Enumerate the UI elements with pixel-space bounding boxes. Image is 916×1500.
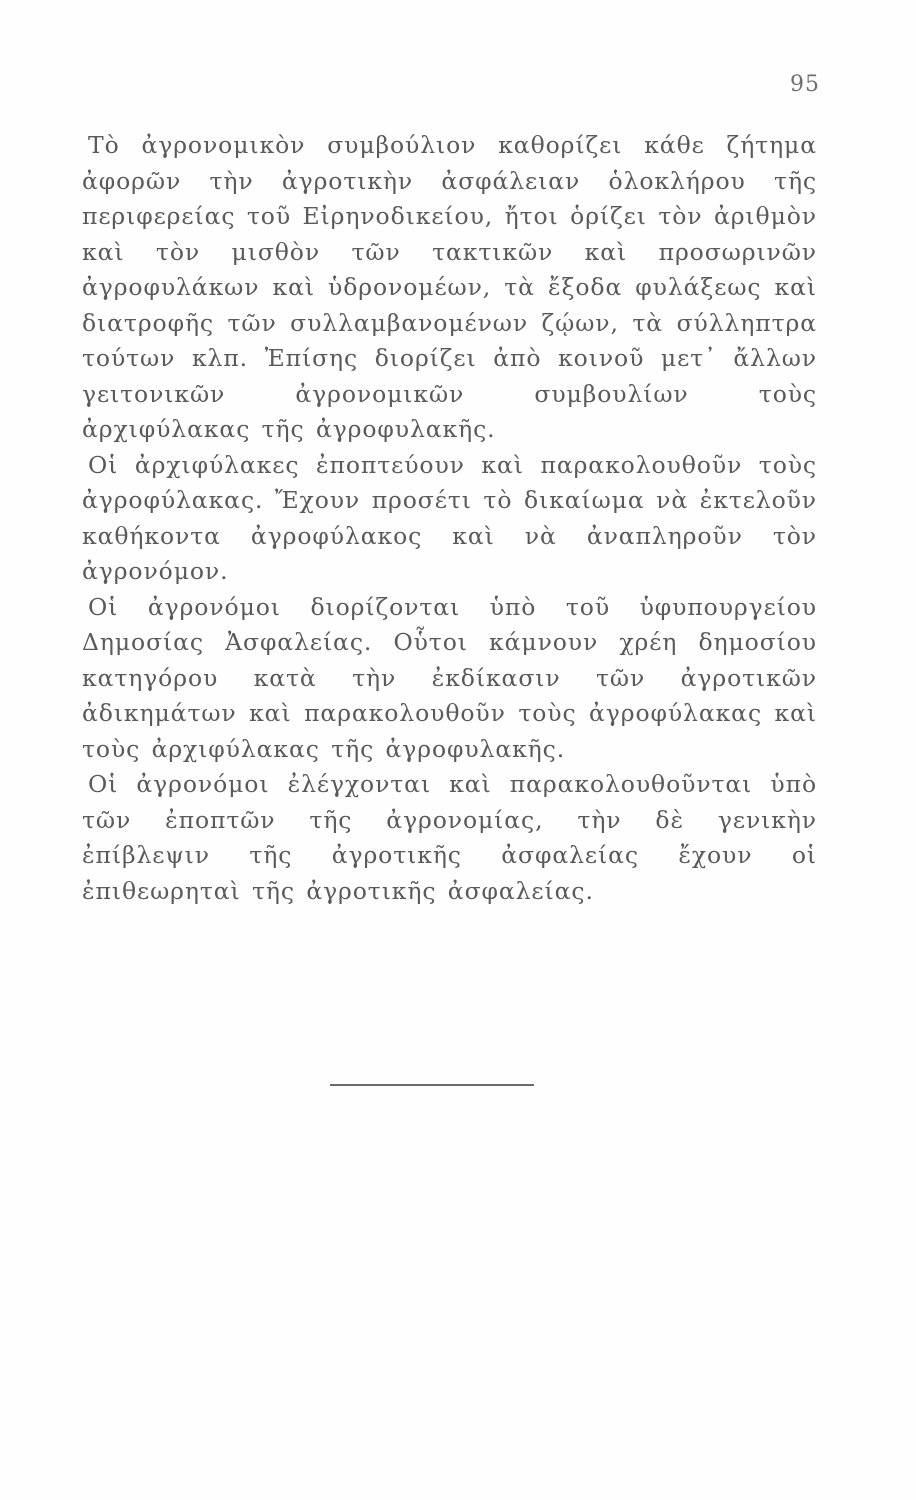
- paragraph-chief-guards: Οἱ ἀρχιφύλακες ἐποπτεύουν καὶ παρακολουθοῦν τοὺς ἀγροφύλακας. Ἔχουν προσέτι τὸ δικαίωμα νὰ ἐκτελοῦν καθήκοντα ἀγροφύλακος καὶ νὰ ἀναπληροῦν τὸν ἀγρονόμον.: [82, 450, 817, 585]
- section-separator-line: [330, 1084, 534, 1086]
- paragraph-agronomists-supervision: Οἱ ἀγρονόμοι ἐλέγχονται καὶ παρακολουθοῦνται ὑπὸ τῶν ἐποπτῶν τῆς ἀγρονομίας, τὴν δὲ γενικὴν ἐπίβλεψιν τῆς ἀγροτικῆς ἀσφαλείας ἔχουν οἱ ἐπιθεωρηταὶ τῆς ἀγροτικῆς ἀσφαλείας.: [82, 770, 817, 905]
- page-number: 95: [790, 72, 820, 97]
- paragraph-agronomists-appointment: Οἱ ἀγρονόμοι διορίζονται ὑπὸ τοῦ ὑφυπουργείου Δημοσίας Ἀσφαλείας. Οὗτοι κάμνουν χρέη δημοσίου κατηγόρου κατὰ τὴν ἐκδίκασιν τῶν ἀγροτικῶν ἀδικημάτων καὶ παρακολουθοῦν τοὺς ἀγροφύλακας καὶ τοὺς ἀρχιφύλακας τῆς ἀγροφυλακῆς.: [82, 592, 817, 763]
- paragraph-agronomic-council: Τὸ ἀγρονομικὸν συμβούλιον καθορίζει κάθε ζήτημα ἀφορῶν τὴν ἀγροτικὴν ἀσφάλειαν ὁλοκλήρου τῆς περιφερείας τοῦ Εἰρηνοδικείου, ἤτοι ὁρίζει τὸν ἀριθμὸν καὶ τὸν μισθὸν τῶν τακτικῶν καὶ προσωρινῶν ἀγροφυλάκων καὶ ὑδρονομέων, τὰ ἔξοδα φυλάξεως καὶ διατροφῆς τῶν συλλαμβανομένων ζῴων, τὰ σύλληπτρα τούτων κλπ. Ἐπίσης διορίζει ἀπὸ κοινοῦ μετ᾽ ἄλλων γειτονικῶν ἀγρονομικῶν συμβουλίων τοὺς ἀρχιφύλακας τῆς ἀγροφυλακῆς.: [82, 131, 817, 443]
- body-text: [82, 128, 817, 909]
